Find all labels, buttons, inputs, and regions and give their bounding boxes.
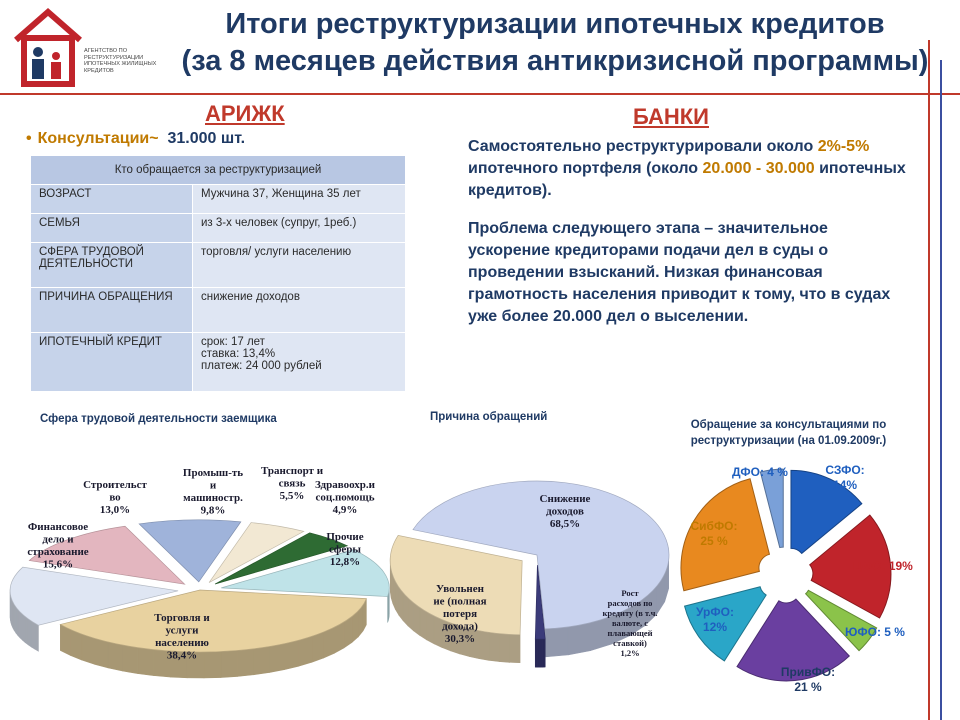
region-label: СЗФО: 14% — [825, 463, 865, 492]
region-pie-chart — [681, 463, 913, 694]
chart-title-regions: Обращение за консультациями по реструктуризации (на 01.09.2009г.) — [690, 419, 887, 447]
chart-title-occupation: Сфера трудовой деятельности заемщика — [40, 413, 277, 425]
consultations-label: Консультации~ — [37, 130, 159, 147]
table-header: Кто обращается за реструктуризацией — [31, 156, 406, 185]
consultations-value: 31.000 шт. — [167, 130, 246, 147]
slice-label: Промыш-ть и машиностр. 9,8% — [182, 467, 244, 517]
bullet-icon: • — [26, 130, 32, 147]
row-key: ВОЗРАСТ — [31, 185, 193, 214]
region-label: ДФО: 4 % — [732, 465, 788, 479]
slice-label: Торговля и услуги населению 38,4% — [154, 612, 210, 662]
row-key: ПРИЧИНА ОБРАЩЕНИЯ — [31, 288, 193, 333]
logo-text: АГЕНТСТВО ПО РЕСТРУКТУРИЗАЦИИ ИПОТЕЧНЫХ ЖИЛИЩНЫХ КРЕДИТОВ — [84, 48, 157, 74]
row-value: торговля/ услуги населению — [193, 243, 406, 288]
slice-label: Увольнен ие (полная потеря дохода) 30,3% — [433, 583, 487, 645]
region-label: УрФО: 12% — [696, 605, 734, 634]
loan-rate: ставка: 13,4% — [201, 348, 276, 360]
slice-label: Здравоохр.и соц.помощь 4,9% — [314, 479, 376, 516]
loan-term: срок: 17 лет — [201, 336, 265, 348]
row-value: из 3-х человек (супруг, 1реб.) — [193, 214, 406, 243]
banks-paragraph-2: Проблема следующего этапа – значительное ускорение кредиторами подачи дел в суды о проведении взысканий. Низкая финансовая грамотность населения приводит к тому, что в судах уже более 20.000 дел о выселении. — [468, 220, 891, 325]
text-run-highlight: 30.000 — [765, 160, 815, 177]
text-run-highlight: 20.000 - — [702, 160, 762, 177]
slice-label: Прочие сферы 12,8% — [326, 531, 364, 568]
loan-payment: платеж: 24 000 рублей — [201, 360, 322, 372]
slice-label: Финансовое дело и страхование 15,6% — [27, 521, 89, 571]
banks-heading: БАНКИ — [633, 104, 709, 129]
region-label: ПривФО: 21 % — [780, 665, 836, 694]
slice-label: Рост расходов по кредиту (в т.ч. валюте, с плавающей ставкой) 1,2% — [602, 588, 658, 658]
slice-label: Транспорт и связь 5,5% — [260, 465, 324, 502]
text-run: ипотечных кредитов). — [468, 160, 906, 199]
text-run-highlight: 2%-5% — [817, 138, 870, 155]
row-value: снижение доходов — [193, 288, 406, 333]
row-value: Мужчина 37, Женщина 35 лет — [193, 185, 406, 214]
title-line-1: Итоги реструктуризации ипотечных кредитов — [225, 8, 885, 40]
occupation-pie-chart — [10, 465, 389, 678]
slice-label: Строительст во 13,0% — [83, 479, 147, 516]
row-key: СФЕРА ТРУДОВОЙ ДЕЯТЕЛЬНОСТИ — [31, 243, 193, 288]
row-key: СЕМЬЯ — [31, 214, 193, 243]
region-label: ЦФО: 19% — [853, 559, 913, 573]
region-label: ЮФО: 5 % — [845, 625, 905, 639]
text-run: Самостоятельно реструктурировали около — [468, 138, 814, 155]
slice-label: Снижение доходов 68,5% — [539, 493, 591, 530]
ariz-heading: АРИЖК — [205, 101, 285, 126]
text-run: ипотечного портфеля (около — [468, 160, 699, 177]
chart-title-reason: Причина обращений — [430, 411, 548, 423]
row-key: ИПОТЕЧНЫЙ КРЕДИТ — [31, 333, 193, 392]
region-label: СибФО: 25 % — [690, 519, 738, 548]
reason-pie-chart — [390, 481, 669, 667]
title-line-2: (за 8 месяцев действия антикризисной программы) — [181, 45, 929, 77]
